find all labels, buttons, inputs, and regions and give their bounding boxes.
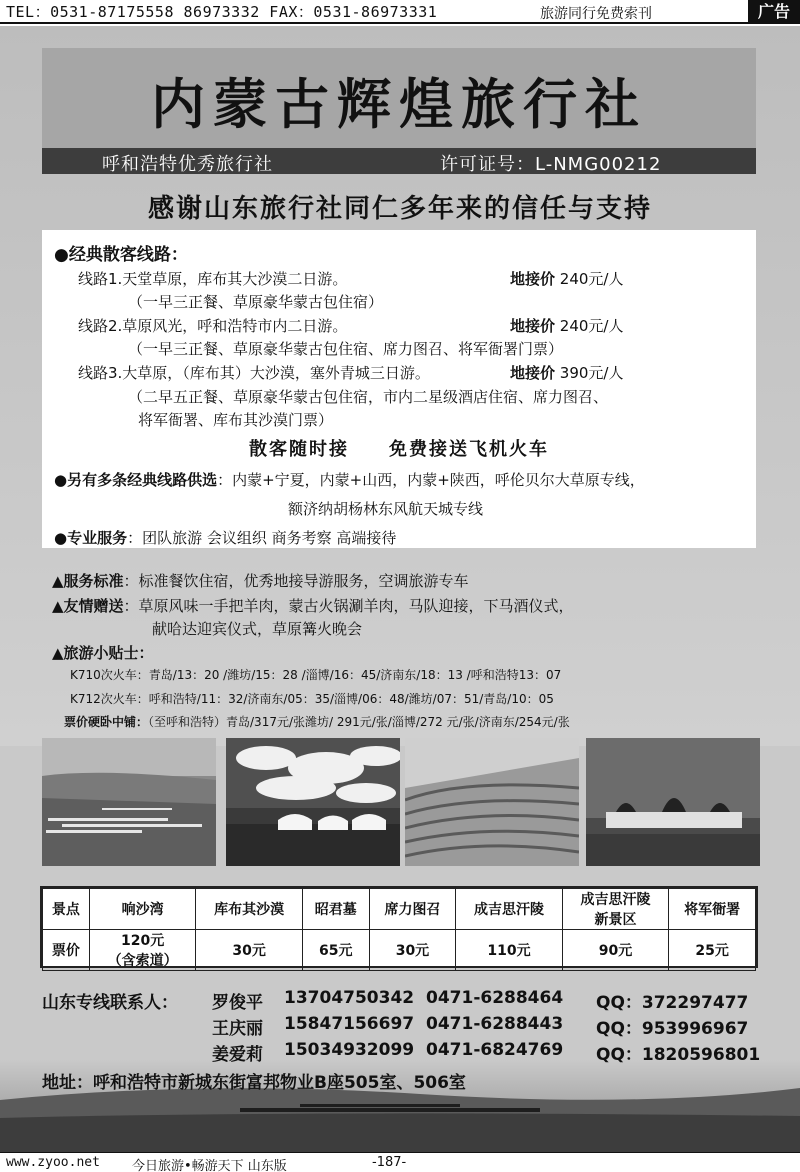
thanks-banner: 感谢山东旅行社同仁多年来的信任与支持 [147, 194, 652, 224]
gift-line-1 [52, 595, 574, 616]
contact-qq: QQ：1820596801 [596, 1045, 761, 1065]
free-index-label: 旅游同行免费索刊 [540, 6, 652, 22]
route-3-detail-1: （二早五正餐、草原豪华蒙古包住宿，市内二星级酒店住宿、席力图召、 [128, 388, 609, 406]
route-1-detail: （一早三正餐、草原豪华蒙古包住宿） [128, 293, 384, 311]
more-routes-text: ：内蒙+宁夏，内蒙+山西，内蒙+陕西，呼伦贝尔大草原专线， [217, 471, 645, 489]
license-number: 许可证号：L-NMG00212 [440, 154, 662, 175]
table-price-cell: 110元 [456, 930, 563, 971]
table-header-cell: 昭君墓 [302, 889, 369, 930]
contact-mobile: 13704750342 [284, 988, 415, 1008]
table-price-cell: 90元 [562, 930, 669, 971]
tel-fax: TEL：0531-87175558 86973332 FAX：0531-86973331 [6, 3, 438, 21]
title-box [42, 48, 756, 148]
train-k712: K712次火车：呼和浩特/11：32/济南东/05：35/淄博/06：48/潍坊/07：51/青岛/10：05 [70, 692, 554, 706]
table-price-cell: 30元 [369, 930, 456, 971]
service-standard-text: ：标准餐饮住宿，优秀地接导游服务，空调旅游专车 [123, 572, 469, 590]
contact-name: 罗俊平 [212, 993, 263, 1013]
fare-text: （至呼和浩特）青岛/317元/张潍坊/ 291元/张/淄博/272 元/张/济南东/254元/张 [148, 715, 570, 729]
route-3-price [510, 362, 623, 383]
subtitle-bar [42, 148, 756, 174]
table-header-cell: 席力图召 [369, 889, 456, 930]
company-subtitle: 呼和浩特优秀旅行社 [102, 154, 273, 175]
service-standard-label: ▲服务标准 [52, 572, 124, 590]
route-1-price [510, 268, 623, 289]
fare-line [64, 713, 570, 730]
table-header-cell: 成吉思汗陵 新景区 [562, 889, 669, 930]
contacts-label: 山东专线联系人： [42, 993, 178, 1013]
table-price-cell: 30元 [196, 930, 303, 971]
gift-label: ▲友情赠送 [52, 597, 124, 615]
gift-line-2: 献哈达迎宾仪式，草原篝火晚会 [152, 620, 363, 638]
table-header-cell: 成吉思汗陵 [456, 889, 563, 930]
more-routes-line-2: 额济纳胡杨林东风航天城专线 [288, 500, 484, 518]
route-3-price-value: 390元/人 [559, 364, 624, 382]
table-price-cell: 票价 [43, 930, 90, 971]
footer-url[interactable]: www.zyoo.net [6, 1155, 100, 1170]
routes-heading: ●经典散客线路： [54, 245, 188, 265]
pro-service-line [54, 527, 396, 548]
route-3-detail-2: 将军衙署、库布其沙漠门票） [138, 411, 334, 429]
contact-name: 姜爱莉 [212, 1045, 263, 1065]
genghis-mausoleum-photo [586, 738, 760, 866]
table-header-cell: 将军衙署 [669, 889, 756, 930]
top-bar [0, 0, 800, 24]
pro-service-text: ：团队旅游 会议组织 商务考察 高端接待 [127, 529, 397, 547]
contact-qq: QQ：372297477 [596, 993, 749, 1013]
route-2-title: 线路2.草原风光，呼和浩特市内二日游。 [78, 317, 348, 335]
contact-mobile: 15847156697 [284, 1014, 415, 1034]
ticket-price-table [40, 886, 758, 968]
grassland-sheep-photo [42, 738, 216, 866]
table-header-cell: 景点 [43, 889, 90, 930]
desert-dunes-photo [405, 738, 579, 866]
routes-panel [42, 230, 756, 548]
table-row [43, 889, 756, 930]
table-header-cell: 库布其沙漠 [196, 889, 303, 930]
service-standard [52, 570, 469, 591]
gift-text-1: ：草原风味一手把羊肉，蒙古火锅涮羊肉，马队迎接，下马酒仪式， [123, 597, 574, 615]
top-rule [0, 22, 748, 24]
pickup-slogan: 散客随时接 免费接送飞机火车 [249, 439, 549, 460]
route-2-detail: （一早三正餐、草原豪华蒙古包住宿、席力图召、将军衙署门票） [128, 340, 564, 358]
table-price-cell: 25元 [669, 930, 756, 971]
page-footer [0, 1152, 800, 1172]
fare-label: 票价硬卧中铺： [64, 715, 149, 729]
page-number: -187- [372, 1155, 407, 1170]
more-routes-label: ●另有多条经典线路供选 [54, 471, 218, 489]
contact-qq: QQ：953996967 [596, 1019, 749, 1039]
yurt-photo [226, 738, 400, 866]
contact-mobile: 15034932099 [284, 1040, 415, 1060]
table-header-cell: 响沙湾 [89, 889, 196, 930]
contact-phone: 0471-6288464 [426, 988, 564, 1008]
price-label: 地接价 [510, 364, 556, 382]
price-label: 地接价 [510, 270, 556, 288]
price-label: 地接价 [510, 317, 556, 335]
ad-badge: 广告 [748, 0, 800, 24]
company-name: 内蒙古辉煌旅行社 [151, 72, 647, 136]
route-2-price [510, 315, 623, 336]
contact-phone: 0471-6288443 [426, 1014, 564, 1034]
table-price-cell: 65元 [302, 930, 369, 971]
contact-name: 王庆丽 [212, 1019, 263, 1039]
address: 地址：呼和浩特市新城东街富邦物业B座505室、506室 [42, 1073, 466, 1093]
table-price-cell: 120元 （含索道） [89, 930, 196, 971]
contact-phone: 0471-6824769 [426, 1040, 564, 1060]
route-2-price-value: 240元/人 [559, 317, 624, 335]
route-1-title: 线路1.天堂草原，库布其大沙漠二日游。 [78, 270, 348, 288]
footer-slogan: 今日旅游•畅游天下 山东版 [132, 1159, 287, 1172]
tips-label: ▲旅游小贴士： [52, 644, 154, 662]
route-1-price-value: 240元/人 [559, 270, 624, 288]
table-row [43, 930, 756, 971]
route-3-title: 线路3.大草原，（库布其）大沙漠，塞外青城三日游。 [78, 364, 430, 382]
train-k710: K710次火车：青岛/13：20 /潍坊/15：28 /淄博/16：45/济南东/18：13 /呼和浩特13：07 [70, 668, 562, 682]
pro-service-label: ●专业服务 [54, 529, 128, 547]
more-routes-line-1 [54, 469, 645, 490]
